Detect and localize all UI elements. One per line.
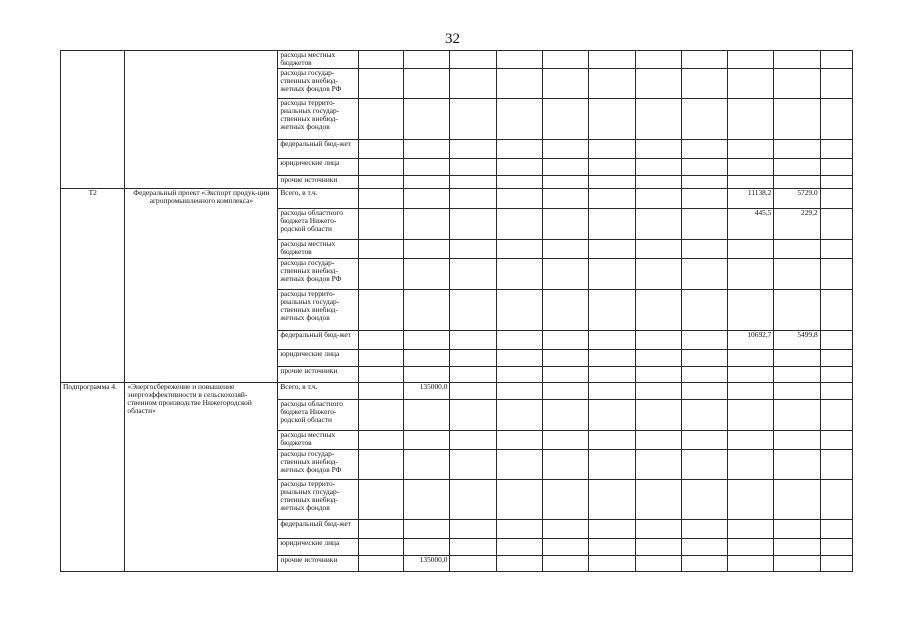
value-cell	[496, 450, 542, 480]
value-cell	[820, 431, 852, 450]
value-cell	[774, 99, 820, 140]
value-cell	[820, 209, 852, 240]
value-cell	[496, 400, 542, 431]
value-cell	[404, 176, 450, 189]
value-cell	[496, 520, 542, 539]
funding-source: федеральный бюд-жет	[278, 520, 359, 539]
value-cell	[728, 69, 774, 99]
value-cell	[496, 176, 542, 189]
value-cell	[450, 520, 496, 539]
value-cell	[358, 51, 403, 69]
value-cell	[404, 331, 450, 350]
value-cell	[681, 539, 727, 556]
value-cell	[820, 450, 852, 480]
section-title: Федеральный проект «Экспорт продук-ции агропромышленного комплекса»	[125, 189, 278, 383]
value-cell	[542, 69, 588, 99]
value-cell	[404, 189, 450, 209]
value-cell	[404, 431, 450, 450]
value-cell	[728, 450, 774, 480]
value-cell	[589, 99, 635, 140]
value-cell	[681, 51, 727, 69]
value-cell	[358, 69, 403, 99]
value-cell	[635, 69, 681, 99]
value-cell	[589, 259, 635, 290]
value-cell	[728, 539, 774, 556]
value-cell	[358, 480, 403, 520]
value-cell	[635, 99, 681, 140]
value-cell	[542, 140, 588, 159]
value-cell	[635, 140, 681, 159]
value-cell	[820, 539, 852, 556]
table-row	[61, 383, 853, 400]
value-cell	[450, 450, 496, 480]
value-cell	[589, 51, 635, 69]
funding-source: расходы местных бюджетов	[278, 51, 359, 69]
value-cell	[774, 51, 820, 69]
value-cell	[358, 99, 403, 140]
value-cell	[589, 176, 635, 189]
value-cell	[820, 400, 852, 431]
value-cell	[542, 176, 588, 189]
value-cell	[681, 140, 727, 159]
value-cell	[450, 556, 496, 572]
value-cell	[681, 290, 727, 331]
value-cell	[681, 556, 727, 572]
value-cell	[450, 176, 496, 189]
value-cell	[404, 259, 450, 290]
value-cell	[681, 367, 727, 383]
value-cell	[450, 209, 496, 240]
value-cell	[404, 367, 450, 383]
value-cell	[450, 350, 496, 367]
funding-source: расходы областного бюджета Нижего-родской области	[278, 209, 359, 240]
value-cell	[681, 159, 727, 176]
value-cell	[728, 383, 774, 400]
funding-source: расходы террито-риальных государ-ственных внебюд-жетных фондов	[278, 99, 359, 140]
value-cell	[358, 159, 403, 176]
value-cell	[681, 209, 727, 240]
value-cell	[589, 69, 635, 99]
value-cell	[542, 51, 588, 69]
value-cell	[728, 99, 774, 140]
value-cell	[728, 290, 774, 331]
value-cell	[358, 350, 403, 367]
funding-source: расходы государ-ственных внебюд-жетных фондов РФ	[278, 69, 359, 99]
value-cell	[681, 240, 727, 259]
value-cell	[774, 176, 820, 189]
funding-source: прочие источники	[278, 176, 359, 189]
value-cell	[589, 431, 635, 450]
value-cell	[404, 520, 450, 539]
value-cell	[820, 331, 852, 350]
value-cell	[358, 400, 403, 431]
value-cell	[542, 209, 588, 240]
value-cell	[542, 99, 588, 140]
value-cell	[358, 259, 403, 290]
value-cell	[496, 431, 542, 450]
value-cell	[542, 400, 588, 431]
value-cell	[635, 383, 681, 400]
value-cell	[589, 450, 635, 480]
value-cell	[404, 159, 450, 176]
value-cell	[496, 350, 542, 367]
value-cell	[404, 539, 450, 556]
value-cell	[635, 539, 681, 556]
value-cell	[820, 383, 852, 400]
value-cell	[728, 240, 774, 259]
value-cell	[358, 556, 403, 572]
value-cell	[496, 69, 542, 99]
value-cell	[496, 159, 542, 176]
funding-source: прочие источники	[278, 367, 359, 383]
value-cell	[589, 539, 635, 556]
value-cell	[542, 290, 588, 331]
value-cell: 11138,2	[728, 189, 774, 209]
value-cell	[496, 556, 542, 572]
value-cell	[358, 290, 403, 331]
value-cell	[358, 367, 403, 383]
value-cell	[635, 400, 681, 431]
value-cell	[496, 51, 542, 69]
value-cell	[635, 209, 681, 240]
value-cell	[496, 480, 542, 520]
value-cell	[728, 556, 774, 572]
value-cell	[774, 431, 820, 450]
value-cell	[450, 480, 496, 520]
value-cell	[635, 290, 681, 331]
value-cell	[774, 240, 820, 259]
value-cell	[496, 99, 542, 140]
funding-source: прочие источники	[278, 556, 359, 572]
value-cell	[450, 383, 496, 400]
value-cell	[820, 176, 852, 189]
value-cell	[542, 240, 588, 259]
section-code: Подпрограмма 4.	[61, 383, 125, 572]
value-cell	[635, 259, 681, 290]
value-cell	[774, 556, 820, 572]
value-cell	[404, 400, 450, 431]
value-cell	[542, 350, 588, 367]
value-cell	[681, 450, 727, 480]
value-cell	[450, 140, 496, 159]
value-cell	[681, 480, 727, 520]
table-row	[61, 189, 853, 209]
value-cell	[450, 99, 496, 140]
value-cell	[681, 259, 727, 290]
value-cell	[820, 189, 852, 209]
value-cell	[774, 539, 820, 556]
value-cell	[774, 69, 820, 99]
value-cell	[450, 539, 496, 556]
value-cell	[589, 290, 635, 331]
value-cell	[774, 159, 820, 176]
value-cell	[450, 240, 496, 259]
value-cell	[820, 240, 852, 259]
value-cell	[358, 431, 403, 450]
value-cell	[589, 367, 635, 383]
value-cell	[820, 140, 852, 159]
value-cell	[820, 259, 852, 290]
value-cell	[820, 51, 852, 69]
value-cell	[358, 331, 403, 350]
value-cell	[358, 189, 403, 209]
value-cell: 10692,7	[728, 331, 774, 350]
value-cell	[728, 480, 774, 520]
value-cell	[496, 367, 542, 383]
funding-source: федеральный бюд-жет	[278, 140, 359, 159]
value-cell	[450, 159, 496, 176]
value-cell	[496, 539, 542, 556]
value-cell	[635, 520, 681, 539]
funding-source: расходы местных бюджетов	[278, 431, 359, 450]
value-cell	[496, 240, 542, 259]
value-cell	[635, 350, 681, 367]
value-cell: 135000,0	[404, 556, 450, 572]
value-cell	[635, 480, 681, 520]
value-cell	[728, 400, 774, 431]
value-cell	[542, 189, 588, 209]
value-cell	[404, 240, 450, 259]
value-cell	[728, 140, 774, 159]
value-cell	[496, 140, 542, 159]
value-cell	[450, 259, 496, 290]
value-cell	[728, 350, 774, 367]
value-cell	[820, 99, 852, 140]
value-cell	[358, 383, 403, 400]
value-cell	[542, 159, 588, 176]
value-cell	[542, 383, 588, 400]
value-cell	[450, 331, 496, 350]
value-cell	[589, 400, 635, 431]
value-cell	[496, 290, 542, 331]
funding-source: расходы местных бюджетов	[278, 240, 359, 259]
value-cell	[589, 556, 635, 572]
value-cell	[358, 209, 403, 240]
section-title	[125, 51, 278, 189]
value-cell	[542, 367, 588, 383]
value-cell	[774, 480, 820, 520]
value-cell	[681, 99, 727, 140]
value-cell	[820, 69, 852, 99]
section-code: Т2	[61, 189, 125, 383]
value-cell	[450, 189, 496, 209]
value-cell	[820, 290, 852, 331]
value-cell	[404, 290, 450, 331]
value-cell: 135000,0	[404, 383, 450, 400]
value-cell	[589, 350, 635, 367]
value-cell	[774, 400, 820, 431]
value-cell	[681, 69, 727, 99]
value-cell	[404, 350, 450, 367]
value-cell	[542, 480, 588, 520]
value-cell: 445,5	[728, 209, 774, 240]
value-cell	[589, 140, 635, 159]
value-cell	[728, 259, 774, 290]
value-cell	[589, 209, 635, 240]
funding-source: расходы террито-риальных государ-ственных внебюд-жетных фондов	[278, 290, 359, 331]
value-cell	[635, 51, 681, 69]
value-cell	[404, 69, 450, 99]
value-cell	[635, 176, 681, 189]
value-cell	[542, 431, 588, 450]
value-cell	[774, 140, 820, 159]
value-cell	[450, 290, 496, 331]
section-title: «Энергосбережение и повышение энергоэффективности в сельскохозяй-ственном производстве Нижегородской области»	[125, 383, 278, 572]
value-cell	[728, 176, 774, 189]
funding-source: расходы государ-ственных внебюд-жетных фондов РФ	[278, 450, 359, 480]
value-cell	[542, 539, 588, 556]
value-cell	[820, 480, 852, 520]
value-cell	[358, 520, 403, 539]
value-cell	[820, 367, 852, 383]
value-cell	[774, 383, 820, 400]
value-cell	[450, 400, 496, 431]
value-cell	[542, 556, 588, 572]
value-cell	[820, 350, 852, 367]
value-cell	[635, 331, 681, 350]
value-cell	[404, 140, 450, 159]
value-cell	[589, 331, 635, 350]
value-cell	[404, 480, 450, 520]
value-cell	[496, 189, 542, 209]
value-cell: 229,2	[774, 209, 820, 240]
value-cell	[681, 176, 727, 189]
value-cell	[728, 159, 774, 176]
funding-source: Всего, в т.ч.	[278, 383, 359, 400]
funding-source: федеральный бюд-жет	[278, 331, 359, 350]
value-cell	[681, 331, 727, 350]
value-cell	[774, 259, 820, 290]
value-cell	[450, 69, 496, 99]
value-cell	[681, 189, 727, 209]
value-cell	[681, 520, 727, 539]
funding-source: юридические лица	[278, 539, 359, 556]
value-cell	[774, 290, 820, 331]
value-cell	[358, 450, 403, 480]
funding-source: расходы областного бюджета Нижего-родской области	[278, 400, 359, 431]
value-cell	[774, 367, 820, 383]
value-cell	[589, 383, 635, 400]
value-cell	[542, 259, 588, 290]
value-cell	[496, 383, 542, 400]
funding-source: расходы террито-риальных государ-ственных внебюд-жетных фондов	[278, 480, 359, 520]
value-cell	[820, 159, 852, 176]
value-cell	[542, 450, 588, 480]
value-cell	[681, 383, 727, 400]
value-cell	[589, 189, 635, 209]
budget-table	[60, 50, 853, 572]
value-cell	[358, 539, 403, 556]
value-cell	[728, 520, 774, 539]
value-cell	[635, 367, 681, 383]
value-cell	[358, 176, 403, 189]
value-cell	[728, 51, 774, 69]
value-cell	[774, 450, 820, 480]
value-cell	[358, 240, 403, 259]
value-cell	[496, 331, 542, 350]
value-cell	[404, 450, 450, 480]
value-cell	[820, 520, 852, 539]
value-cell	[450, 51, 496, 69]
value-cell	[496, 259, 542, 290]
value-cell	[635, 556, 681, 572]
value-cell	[635, 189, 681, 209]
value-cell	[774, 520, 820, 539]
value-cell	[774, 350, 820, 367]
funding-source: юридические лица	[278, 159, 359, 176]
value-cell	[542, 331, 588, 350]
value-cell	[404, 51, 450, 69]
value-cell	[635, 240, 681, 259]
value-cell	[589, 159, 635, 176]
value-cell	[681, 400, 727, 431]
funding-source: Всего, в т.ч.	[278, 189, 359, 209]
funding-source: юридические лица	[278, 350, 359, 367]
value-cell	[589, 240, 635, 259]
value-cell	[496, 209, 542, 240]
value-cell	[589, 520, 635, 539]
value-cell	[635, 159, 681, 176]
funding-source: расходы государ-ственных внебюд-жетных фондов РФ	[278, 259, 359, 290]
table-row	[61, 51, 853, 69]
value-cell	[542, 520, 588, 539]
value-cell	[404, 99, 450, 140]
value-cell	[450, 431, 496, 450]
page-number: 32	[445, 31, 460, 47]
value-cell	[681, 431, 727, 450]
value-cell: 5499,8	[774, 331, 820, 350]
value-cell	[681, 350, 727, 367]
section-code	[61, 51, 125, 189]
value-cell	[450, 367, 496, 383]
value-cell	[404, 209, 450, 240]
value-cell	[728, 367, 774, 383]
value-cell: 5729,0	[774, 189, 820, 209]
value-cell	[635, 431, 681, 450]
value-cell	[358, 140, 403, 159]
value-cell	[728, 431, 774, 450]
value-cell	[589, 480, 635, 520]
value-cell	[635, 450, 681, 480]
value-cell	[820, 556, 852, 572]
